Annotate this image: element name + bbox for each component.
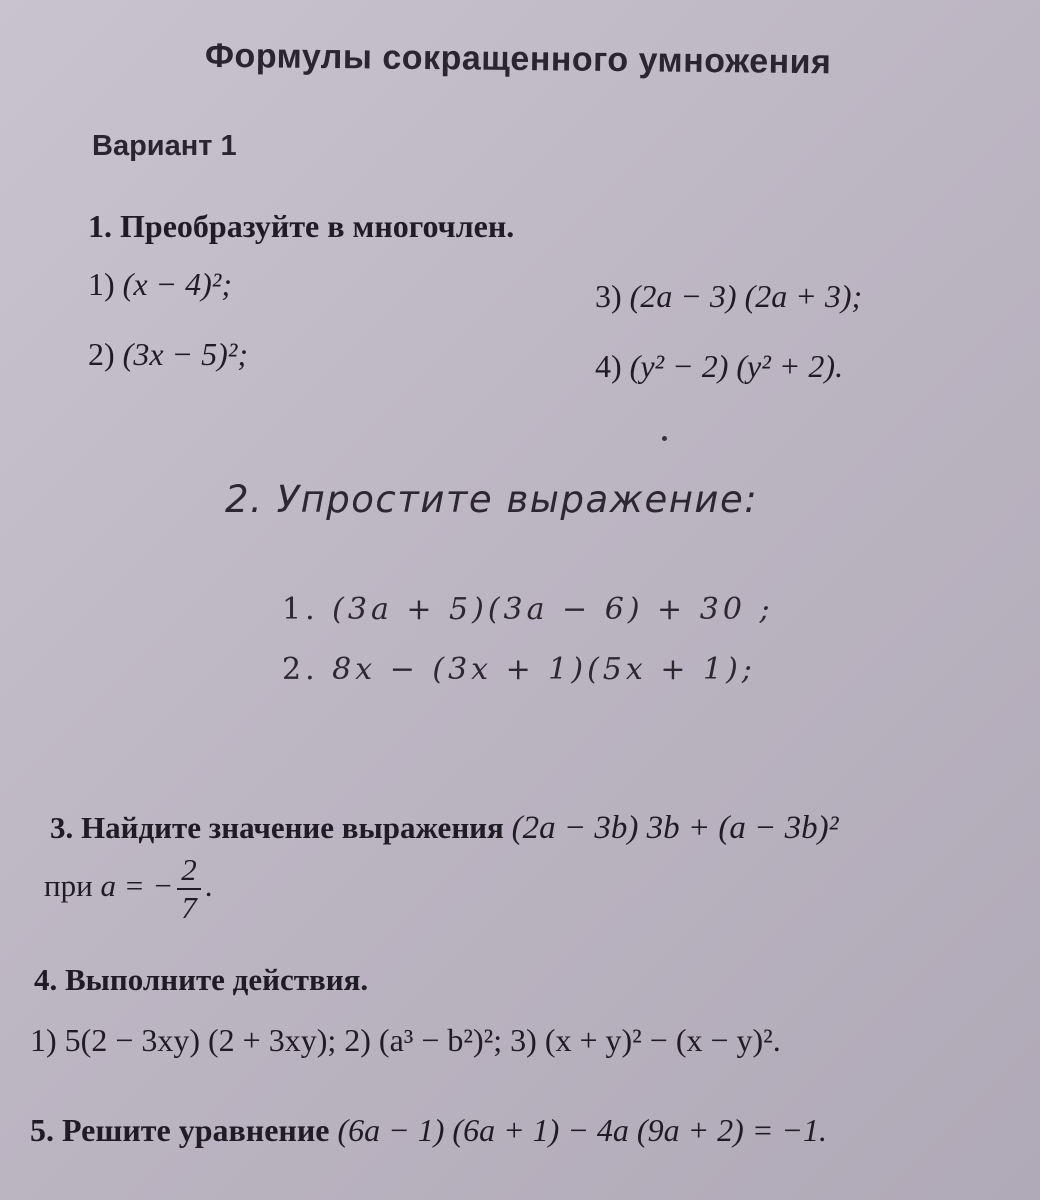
task4-items: 1) 5(2 − 3xy) (2 + 3xy); 2) (a³ − b²)²; 3) (x + y)² − (x − y)². (30, 1022, 781, 1058)
item-number: 3) (595, 278, 622, 314)
task3-condition-end: . (204, 868, 213, 904)
item-expression: (2a − 3) (2a + 3); (629, 278, 863, 314)
task4-heading: 4. Выполните действия. (34, 962, 369, 997)
page-title: Формулы сокращенного умножения (204, 36, 832, 82)
task5-heading: 5. Решите уравнение (30, 1112, 330, 1148)
fraction-denominator: 7 (181, 890, 197, 925)
item-number: 2) (88, 336, 115, 372)
task5-equation: (6a − 1) (6a + 1) − 4a (9a + 2) = −1. (337, 1112, 827, 1148)
item-number: 1) (88, 266, 115, 302)
task3-expression: (2a − 3b) 3b + (a − 3b)² (511, 810, 839, 846)
task3-line2 (44, 852, 213, 926)
item-number: 2. (282, 652, 319, 687)
item-expression: (x − 4)²; (122, 266, 233, 302)
item-expression: (3a + 5)(3a − 6) + 30 ; (332, 592, 774, 627)
task5-line (30, 1112, 827, 1149)
task1-heading: 1. Преобразуйте в многочлен. (88, 208, 515, 244)
task2-heading: 2. Упростите выражение: (225, 478, 759, 521)
task1-item-3 (595, 278, 862, 315)
task3-condition-prefix: при (44, 868, 93, 904)
task3-line1 (50, 810, 838, 847)
task1-item-1 (88, 266, 232, 303)
task1-item-4 (595, 348, 843, 385)
item-number: 4) (595, 348, 622, 384)
task1-item-2 (88, 336, 248, 373)
item-expression: (y² − 2) (y² + 2). (629, 348, 844, 384)
item-expression: (3x − 5)²; (122, 336, 249, 372)
task3-condition-variable: a = − (100, 868, 174, 904)
ink-dot (662, 436, 667, 441)
fraction-numerator: 2 (177, 852, 201, 890)
fraction (177, 852, 201, 926)
item-expression: 8x − (3x + 1)(5x + 1); (332, 652, 756, 687)
item-number: 1. (282, 592, 319, 627)
variant-label: Вариант 1 (92, 130, 237, 162)
task2-item-1 (282, 592, 774, 627)
task3-heading: 3. Найдите значение выражения (50, 810, 504, 845)
task2-item-2 (282, 652, 756, 687)
